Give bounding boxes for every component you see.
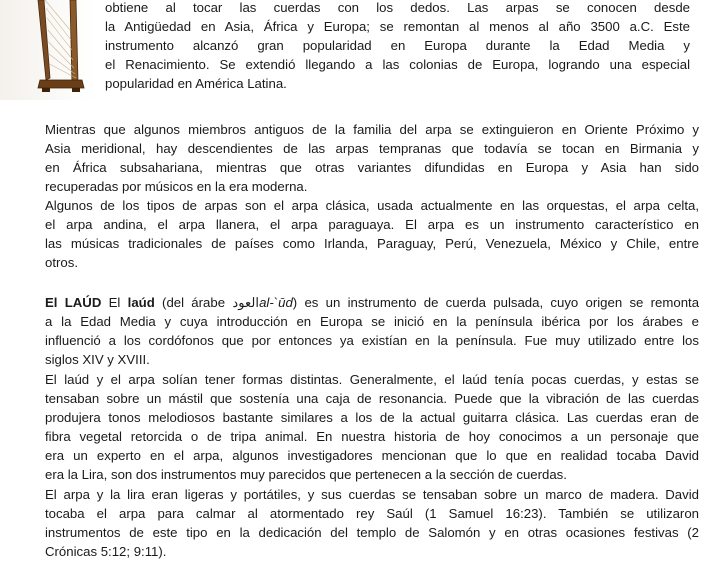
- paragraph-line: siglos XIV y XVIII.: [45, 352, 150, 367]
- paragraph-line: el arpa andina, el arpa llanera, el arpa paraguaya. El arpa es un instrumento característico en: [45, 217, 699, 232]
- lute-term: laúd: [127, 295, 155, 310]
- paragraph-line: tensaban sobre un mástil que sostenía una caja de resonancia. Puede que la vibración de las cuerdas: [45, 391, 699, 406]
- paragraph-line: era la Lira, son dos instrumentos muy parecidos que pertenecen a la sección de cuerdas.: [45, 467, 567, 482]
- paragraph-line: produjera tonos melodiosos bastante similares a los de la actual guitarra clásica. Las cuerdas eran de: [45, 410, 699, 425]
- paragraph-line: era un experto en el arpa, algunos investigadores mencionan que lo que en realidad tocaba David: [45, 448, 699, 463]
- paragraph-line: fibra vegetal retorcida o de tripa animal. En nuestra historia de hoy conocimos a un personaje que: [45, 429, 699, 444]
- intro-line: instrumento alcanzó gran popularidad en Europa durante la Edad Media y: [105, 38, 690, 53]
- harp-lyre-paragraph: [45, 485, 699, 561]
- harp-image: [0, 0, 96, 100]
- harp-types-paragraph: [45, 196, 699, 272]
- paragraph-line: a la Edad Media y cuya introducción en Europa se inició en la península ibérica por los árabes e: [45, 314, 699, 329]
- paragraph-line: instrumentos de este tipo en la dedicación del templo de Salomón y en otras ocasiones festivas (2: [45, 525, 699, 540]
- paragraph-line: Algunos de los tipos de arpas son el arpa clásica, usada actualmente en las orquestas, el arpa celta,: [45, 198, 699, 213]
- paragraph-line: Asia meridional, hay descendientes de las arpas tempranas que todavía se tocan en Birmania y: [45, 141, 699, 156]
- lute-el: El: [108, 295, 121, 310]
- paragraph-line: tocaba el arpa para calmar al atormentado rey Saúl (1 Samuel 16:23). También se utilizaron: [45, 506, 699, 521]
- transliteration: al-`ūd: [259, 295, 293, 310]
- lute-etymology-open: (del árabe: [162, 295, 226, 310]
- paragraph-line: influenció a los cordófonos que por entonces ya existían en la península. Fue muy utilizado entre los: [45, 333, 699, 348]
- lute-definition: ) es un instrumento de cuerda pulsada, cuyo origen se remonta: [292, 295, 700, 310]
- paragraph-line: Mientras que algunos miembros antiguos de la familia del arpa se extinguieron en Oriente Próximo y: [45, 122, 699, 137]
- paragraph-line: El arpa y la lira eran ligeras y portátiles, y sus cuerdas se tensaban sobre un marco de madera. David: [45, 487, 699, 502]
- intro-line: el Renacimiento. Se extendió llegando a las colonias de Europa, logrando una especial: [105, 57, 690, 72]
- harp-illustration: [0, 0, 96, 100]
- paragraph-line: las músicas tradicionales de países como Irlanda, Paraguay, Perú, Venezuela, México y Chile, entre: [45, 236, 699, 251]
- paragraph-line: El laúd y el arpa solían tener formas distintas. Generalmente, el laúd tenía pocas cuerdas, y estas se: [45, 372, 699, 387]
- intro-line: obtiene al tocar las cuerdas con los dedos. Las arpas se conocen desde: [105, 0, 690, 15]
- paragraph-line: Crónicas 5:12; 9:11).: [45, 544, 167, 559]
- lute-heading: El LAÚD: [45, 295, 102, 310]
- arabic-word: العود: [232, 295, 260, 310]
- intro-line: popularidad en América Latina.: [105, 76, 287, 91]
- lute-harp-comparison-paragraph: [45, 370, 699, 484]
- paragraph-line: en África subsahariana, mientras que otras variantes difundidas en Europa y Asia han sido: [45, 160, 699, 175]
- intro-line: la Antigüedad en Asia, África y Europa; se remontan al menos al año 3500 a.C. Este: [105, 19, 690, 34]
- paragraph-line: recuperadas por músicos en la era moderna.: [45, 179, 308, 194]
- paragraph-line: otros.: [45, 255, 78, 270]
- intro-paragraph: [105, 0, 690, 93]
- lute-paragraph: [45, 293, 699, 369]
- lute-first-line: [45, 293, 699, 312]
- harp-history-paragraph: [45, 120, 699, 196]
